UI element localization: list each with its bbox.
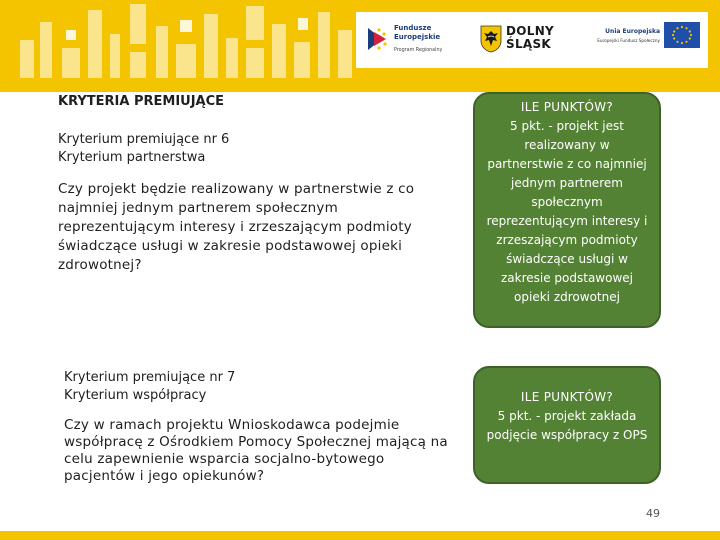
criterion-7-name: Kryterium współpracy [64,388,207,403]
ue-logo-text: Unia Europejska [605,28,660,35]
logo-dolny-slask [480,12,570,68]
page-number: 49 [646,507,660,520]
footer-band [0,531,720,540]
points-box-criterion-7 [473,366,661,484]
criterion-6-heading [58,131,229,167]
criterion-7-number: Kryterium premiujące nr 7 [64,370,236,385]
points-box-criterion-6 [473,92,661,328]
fe-logo-text: Fundusze Europejskie [394,24,441,41]
header-pattern-icon [0,0,360,92]
points-box-6-text: 5 pkt. - projekt jest realizowany w partnerstwie z co najmniej jednym partnerem społecznym reprezentującym interesy i zrzeszającym podmioty świadczące usługi w zakresie podstawowej opieki zdrowotnej [486,119,648,304]
eagle-coat-icon [480,25,502,53]
logo-unia-europejska [592,12,704,68]
points-box-7-text: 5 pkt. - projekt zakłada podjęcie współpracy z OPS [486,409,648,442]
fe-logo-subtext: Program Regionalny [394,48,443,53]
ue-logo-subtext: Europejski Fundusz Społeczny [597,38,660,43]
eu-flag-icon [664,22,700,48]
criterion-7-question: Czy w ramach projektu Wnioskodawca podejmie współpracę z Ośrodkiem Pomocy Społecznej mającą na celu zapewnienie wsparcia socjalno-bytowego pacjentów i jego opiekunów? [64,417,448,484]
page-title: KRYTERIA PREMIUJĄCE [58,94,225,109]
criterion-7-heading [64,369,235,405]
criterion-6-name: Kryterium partnerstwa [58,150,206,165]
logo-fundusze-europejskie [364,12,464,68]
ds-logo-text: DOLNY ŚLĄSK [506,24,555,51]
points-box-7-heading: ILE PUNKTÓW? [520,390,614,404]
header-band [0,0,720,92]
points-box-6-heading: ILE PUNKTÓW? [520,100,614,114]
funds-stars-icon [364,24,390,54]
criterion-6-number: Kryterium premiujące nr 6 [58,132,230,147]
logo-strip [356,12,708,68]
criterion-6-question: Czy projekt będzie realizowany w partnerstwie z co najmniej jednym partnerem społecznym reprezentującym interesy i zrzeszającym podmioty świadczące usługi w zakresie podstawowej opieki zdrowotnej? [58,181,415,273]
